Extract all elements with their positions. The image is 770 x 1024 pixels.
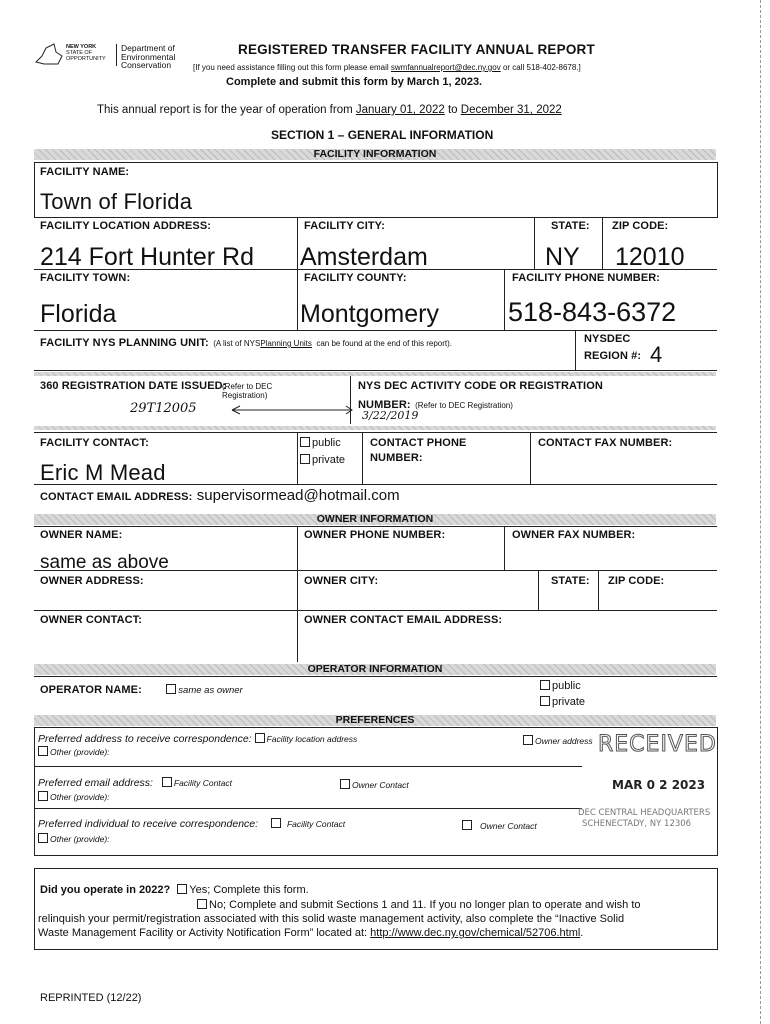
operator-public-option[interactable] [540,680,581,692]
facility-name-label: FACILITY NAME: [40,166,130,178]
private-label: private [312,454,346,466]
same-as-owner-option[interactable] [166,680,242,697]
owner-state-label: STATE: [551,575,590,587]
dept-name [121,44,175,70]
pref-email-other-label: Other (provide): [50,792,110,802]
pref-address-question: Preferred address to receive correspondence: [38,733,252,745]
facility-state-label: STATE: [551,220,590,232]
dept-line3: Conservation [121,60,172,70]
operate-no-text3: Waste Management Facility or Activity Notification Form” located at: [38,927,368,939]
operator-public-checkbox[interactable] [540,680,550,690]
received-hq: DEC CENTRAL HEADQUARTERS [578,808,711,818]
year-from: January 01, 2022 [355,104,445,116]
public-label: public [312,437,341,449]
pref-address-owner-label: Owner address [535,736,593,746]
public-checkbox[interactable] [300,437,310,447]
preferences-bar [34,715,716,726]
private-checkbox[interactable] [300,454,310,464]
operate-question-line [40,884,309,896]
owner-contact-email-label: OWNER CONTACT EMAIL ADDRESS: [304,614,503,626]
facility-town-value: Florida [40,300,117,328]
planning-unit-line [40,333,452,351]
facility-county-value: Montgomery [300,300,439,328]
pref-indiv-facility-label: Facility Contact [286,819,346,829]
assistance-line [193,63,581,72]
facility-contact-label: FACILITY CONTACT: [40,437,149,449]
operate-no-line1 [197,899,641,911]
activity-code-note: (Refer to DEC Registration) [415,401,513,410]
owner-city-label: OWNER CITY: [304,575,379,587]
activity-code-label-2: NUMBER: [358,399,411,411]
scan-edge [760,0,761,1024]
operate-no-text3-end: . [580,927,584,939]
facility-address-value: 214 Fort Hunter Rd [40,243,254,271]
operate-question: Did you operate in 2022? [40,884,171,896]
facility-name-value: Town of Florida [40,189,193,214]
operate-no-line3 [38,927,583,939]
facility-info-bar [34,149,716,160]
pref-indiv-owner-label: Owner Contact [480,821,537,831]
owner-name-value: same as above [40,552,169,573]
facility-info-title: FACILITY INFORMATION [313,148,437,160]
received-text: RECEIVED [598,732,717,757]
reg-date-note: (Refer to DEC Registration) [222,382,273,400]
facility-city-value: Amsterdam [300,243,428,271]
contact-phone-label-1: CONTACT PHONE [370,437,467,449]
owner-fax-label: OWNER FAX NUMBER: [512,529,636,541]
operator-private-label: private [552,696,586,708]
owner-info-bar [34,514,716,525]
operate-yes-checkbox[interactable] [177,884,187,894]
facility-zip-label: ZIP CODE: [612,220,669,232]
owner-name-label: OWNER NAME: [40,529,123,541]
owner-phone-label: OWNER PHONE NUMBER: [304,529,446,541]
reg-date-handwritten: 29T12005 [130,401,197,416]
received-date: MAR 0 2 2023 [612,778,706,792]
same-as-owner-checkbox[interactable] [166,684,176,694]
pref-email-owner-label: Owner Contact [352,780,409,790]
owner-zip-label: ZIP CODE: [608,575,665,587]
operate-no-checkbox[interactable] [197,899,207,909]
facility-zip-value: 12010 [615,243,685,271]
year-to: December 31, 2022 [460,104,562,116]
owner-address-label: OWNER ADDRESS: [40,575,144,587]
region-value: 4 [650,342,663,367]
received-city: SCHENECTADY, NY 12306 [582,819,692,829]
activity-code-handwritten: 3/22/2019 [362,409,419,422]
same-as-owner-label: same as owner [178,685,243,696]
activity-code-label-1: NYS DEC ACTIVITY CODE OR REGISTRATION [358,380,603,392]
dept-line2: Environmental [121,51,176,62]
pref-address-other-label: Other (provide): [50,747,110,757]
contact-public-option[interactable] [300,437,341,449]
year-to-word: to [447,104,458,116]
facility-town-label: FACILITY TOWN: [40,272,131,284]
planning-note-pre: (A list of NYS [213,339,261,348]
facility-address-label: FACILITY LOCATION ADDRESS: [40,220,212,232]
contact-private-option[interactable] [300,454,345,466]
nys-logo [34,42,116,66]
operate-no-text2: relinquish your permit/registration associated with this solid waste management activity, also complete the “Inactive Solid [38,913,625,925]
facility-state-value: NY [545,243,580,271]
planning-units-link[interactable]: Planning Units [260,339,312,348]
pref-email-question: Preferred email address: [38,777,153,789]
owner-info-title: OWNER INFORMATION [316,513,434,525]
contact-phone-label-2: NUMBER: [370,452,423,464]
contact-email-line [40,487,400,505]
contact-fax-label: CONTACT FAX NUMBER: [538,437,673,449]
operate-no-text1: No; Complete and submit Sections 1 and 11. If you no longer plan to operate and wish to [209,899,641,911]
contact-email-value: supervisormead@hotmail.com [196,487,400,504]
operator-info-bar [34,664,716,675]
logo-text [66,44,106,62]
operator-public-label: public [552,680,581,692]
year-prefix: This annual report is for the year of operation from [97,104,353,116]
facility-county-label: FACILITY COUNTY: [304,272,407,284]
reprinted-note: REPRINTED (12/22) [40,992,142,1004]
region-label-2: REGION #: [584,350,642,362]
operator-name-label: OPERATOR NAME: [40,684,142,696]
received-stamp [578,728,716,828]
submit-deadline: Complete and submit this form by March 1, 2023. [226,76,483,88]
pref-email-facility-label: Facility Contact [173,778,232,788]
operator-info-title: OPERATOR INFORMATION [307,663,443,675]
owner-contact-label: OWNER CONTACT: [40,614,143,626]
facility-contact-value: Eric M Mead [40,460,166,485]
facility-phone-label: FACILITY PHONE NUMBER: [512,272,661,284]
contact-email-label: CONTACT EMAIL ADDRESS: [40,491,193,503]
operator-name-line [40,680,243,698]
facility-phone-value: 518-843-6372 [508,297,677,327]
facility-city-label: FACILITY CITY: [304,220,386,232]
region-label-1: NYSDEC [584,333,631,345]
pref-indiv-question: Preferred individual to receive correspondence: [38,818,259,830]
operator-private-checkbox[interactable] [540,696,550,706]
inactive-form-link[interactable]: http://www.dec.ny.gov/chemical/52706.html [370,927,581,939]
preferences-title: PREFERENCES [335,714,415,726]
assist-prefix: [If you need assistance filling out this form please email [193,63,389,72]
pref-address-facility-label: Facility location address [266,734,358,744]
pref-indiv-other-label: Other (provide): [50,834,110,844]
section-title: SECTION 1 – GENERAL INFORMATION [271,128,494,142]
operate-yes-label: Yes; Complete this form. [189,884,309,896]
reg-date-label: 360 REGISTRATION DATE ISSUED: [40,380,227,392]
arrow-annotation-icon [230,398,355,418]
logo-line1: NEW YORK [66,44,97,50]
assist-email-link[interactable]: swmfannualreport@dec.ny.gov [390,63,501,72]
logo-line2: STATE OF OPPORTUNITY [66,50,106,62]
assist-suffix: or call 518-402-8678.] [502,63,581,72]
planning-note-post: can be found at the end of this report). [316,339,453,348]
planning-unit-label: FACILITY NYS PLANNING UNIT: [40,337,209,349]
state-outline-icon [34,42,64,66]
operator-private-option[interactable] [540,696,585,708]
year-line [97,104,562,116]
report-title: REGISTERED TRANSFER FACILITY ANNUAL REPORT [238,42,595,57]
dept-line1: Department of [121,43,175,53]
